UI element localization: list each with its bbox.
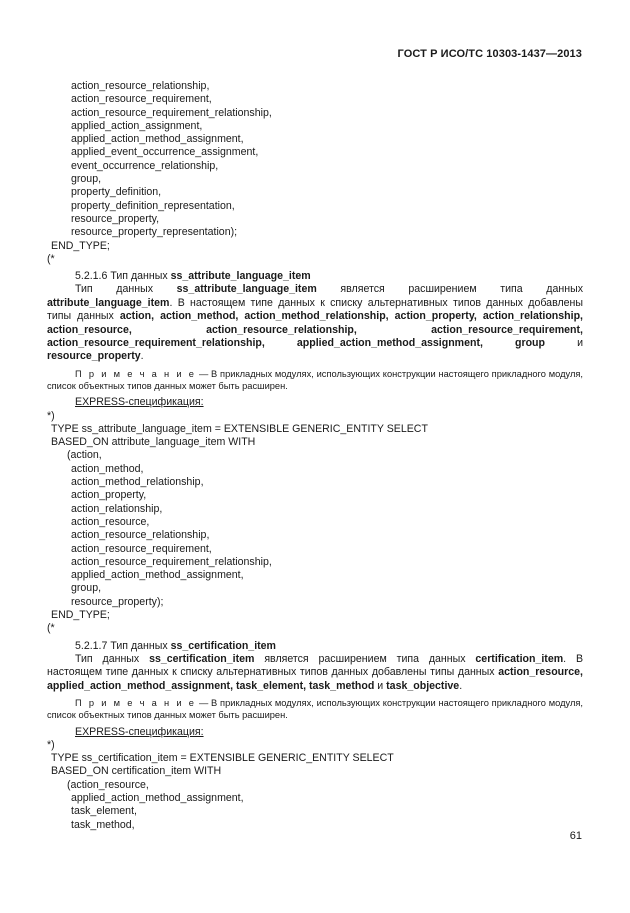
document-body	[47, 80, 583, 832]
code-line: action_resource_relationship,	[71, 80, 210, 92]
note: П р и м е ч а н и е — В прикладных модулях, использующих конструкции настоящего прикладного модуля, список объектных типов данных может быть расширен.	[47, 698, 583, 721]
section-paragraph: Тип данных ss_certification_item является расширением типа данных certification_item. В настоящем типе данных к списку альтернативных типов данных добавлены типы данных action_resource, applied_action_method_assignment, task_element, task_method и task_objective.	[47, 652, 584, 692]
code-line: property_definition,	[71, 186, 162, 199]
code-line: task_element,	[71, 805, 137, 818]
based-on-line: BASED_ON certification_item WITH	[51, 765, 222, 778]
page-header: ГОСТ Р ИСО/ТС 10303-1437—2013	[397, 48, 582, 60]
code-line: action_method_relationship,	[71, 476, 204, 489]
end-type-line: END_TYPE;	[51, 609, 110, 622]
section-paragraph: Тип данных ss_attribute_language_item является расширением типа данных attribute_language_item. В настоящем типе данных к списку альтернативных типов данных добавлены типы данных action, action_method, action_method_relationship, action_property, action_relationship, action_resource, action_resource_relationship, action_resource_requirement, action_resource_requirement_relationship, applied_action_method_assignment, group и resource_property.	[47, 283, 583, 363]
code-line: group,	[71, 173, 102, 186]
type-declaration: TYPE ss_certification_item = EXTENSIBLE GENERIC_ENTITY SELECT	[51, 752, 394, 765]
code-line: action_resource_requirement,	[71, 93, 212, 106]
code-line: applied_event_occurrence_assignment,	[71, 146, 259, 159]
code-line: action_resource_requirement_relationship,	[71, 106, 272, 119]
code-line: resource_property);	[71, 595, 164, 608]
based-on-line: BASED_ON attribute_language_item WITH	[51, 436, 256, 449]
code-line: action_resource_relationship,	[71, 529, 210, 542]
code-line: action_relationship,	[71, 502, 163, 515]
end-type-line: END_TYPE;	[51, 239, 110, 252]
code-line: event_occurrence_relationship,	[71, 159, 219, 172]
code-line: action_resource,	[71, 515, 150, 528]
code-line: applied_action_method_assignment,	[71, 133, 244, 146]
code-line: applied_action_method_assignment,	[71, 569, 244, 582]
section-title: 5.2.1.6 Тип данных ss_attribute_language_item	[75, 270, 311, 283]
code-line: (action_resource,	[67, 778, 149, 791]
comment-close: *)	[47, 409, 55, 422]
code-line: action_resource_requirement,	[71, 542, 212, 555]
code-line: resource_property,	[71, 212, 160, 225]
express-label: EXPRESS-спецификация:	[75, 396, 204, 409]
code-line: action_resource_requirement_relationship,	[71, 555, 272, 568]
comment-open: (*	[47, 252, 55, 265]
code-line: group,	[71, 582, 102, 595]
code-line: resource_property_representation);	[71, 226, 238, 239]
section-5-2-1-6	[47, 270, 583, 635]
section-title: 5.2.1.7 Тип данных ss_certification_item	[75, 639, 276, 652]
code-line: action_property,	[71, 489, 147, 502]
code-line: (action,	[67, 449, 102, 462]
code-line: applied_action_assignment,	[71, 119, 203, 132]
express-label: EXPRESS-спецификация:	[75, 725, 204, 738]
comment-open: (*	[47, 622, 55, 635]
code-line: action_method,	[71, 462, 144, 475]
code-block-continuation	[47, 80, 583, 266]
section-5-2-1-7	[47, 640, 583, 832]
code-line: property_definition_representation,	[71, 199, 235, 212]
page-number: 61	[569, 830, 582, 842]
note: П р и м е ч а н и е — В прикладных модулях, использующих конструкции настоящего прикладного модуля, список объектных типов данных может быть расширен.	[47, 368, 583, 392]
comment-close: *)	[47, 738, 55, 751]
code-line: task_method,	[71, 818, 135, 831]
type-declaration: TYPE ss_attribute_language_item = EXTENSIBLE GENERIC_ENTITY SELECT	[51, 422, 428, 435]
code-line: applied_action_method_assignment,	[71, 792, 244, 805]
